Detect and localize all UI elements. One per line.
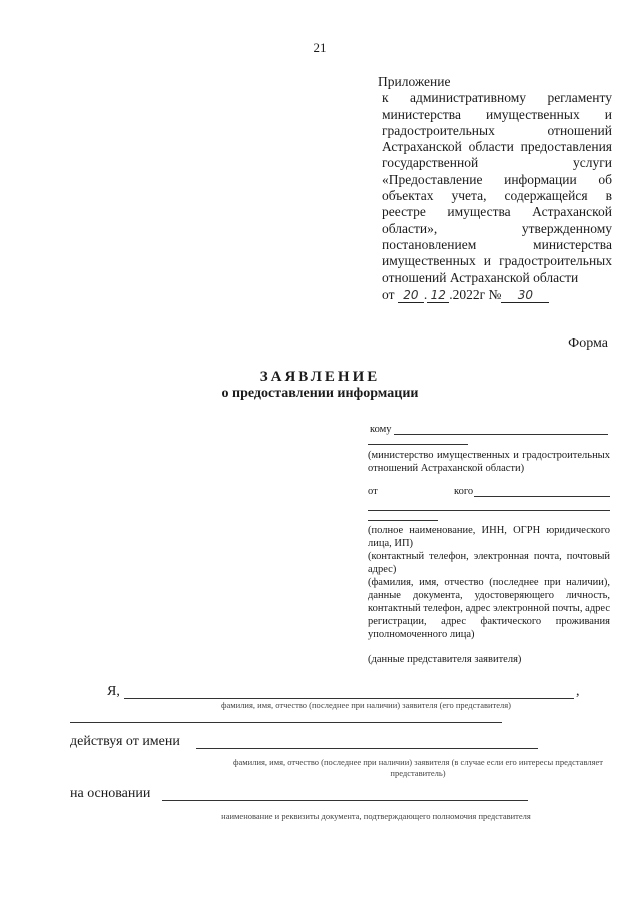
acting-caption: фамилия, имя, отчество (последнее при наличии) заявителя (в случае если его интересы представляет представитель) (233, 757, 603, 778)
acting-line[interactable] (196, 748, 538, 749)
date-year: .2022г № (449, 286, 502, 302)
doc-number: 30 (501, 289, 549, 303)
i-line-2[interactable] (70, 722, 502, 723)
ministry-note: (министерство имущественных и градостроительных отношений Астраханской области) (368, 450, 610, 474)
to-line[interactable] (394, 434, 608, 435)
from-whom-label: кого (454, 486, 474, 497)
from-line[interactable] (474, 496, 610, 497)
appendix-text: к административному регламенту министерства имущественных и градостроительных отношений Астраханской области предоставления государственной услуги «Предоставление информации об объектах учета, содержащейся в реестре имущества Астраханской области», утвержденному постановлением министерства имущественных и градостроительных отношений Астраханской области (382, 90, 612, 285)
from-line-2[interactable] (368, 510, 610, 511)
to-label: кому (370, 424, 392, 435)
to-line-2[interactable] (368, 444, 468, 445)
page-number: 21 (313, 40, 327, 55)
appendix-date (378, 287, 612, 303)
date-day: 20 (398, 289, 424, 303)
date-prefix: от (382, 286, 395, 302)
i-line[interactable] (124, 698, 574, 699)
note-legal: (полное наименование, ИНН, ОГРН юридического лица, ИП) (368, 525, 610, 549)
date-dot: . (423, 286, 428, 302)
form-subtitle: о предоставлении информации (221, 386, 419, 401)
basis-label: на основании (70, 786, 151, 801)
acting-label: действуя от имени (70, 734, 180, 749)
form-title: ЗАЯВЛЕНИЕ (259, 369, 381, 385)
basis-line[interactable] (162, 800, 528, 801)
from-label: от (368, 486, 378, 497)
appendix-heading: Приложение (378, 74, 451, 89)
i-label: Я, (107, 684, 120, 699)
i-trailing: , (576, 684, 580, 699)
note-contacts: (контактный телефон, электронная почта, почтовый адрес) (368, 551, 610, 575)
basis-caption: наименование и реквизиты документа, подтверждающего полномочия представителя (221, 811, 531, 821)
appendix-block (378, 74, 612, 303)
from-line-3[interactable] (368, 520, 438, 521)
i-caption: фамилия, имя, отчество (последнее при наличии) заявителя (его представителя) (220, 700, 512, 710)
form-label: Форма (568, 336, 608, 351)
note-representative: (данные представителя заявителя) (368, 654, 522, 665)
note-individual: (фамилия, имя, отчество (последнее при наличии), данные документа, удостоверяющего личность, контактный телефон, адрес электронной почты, адрес регистрации, адрес фактического проживания уполномоченного лица) (368, 577, 610, 640)
date-month: 12 (427, 289, 449, 303)
